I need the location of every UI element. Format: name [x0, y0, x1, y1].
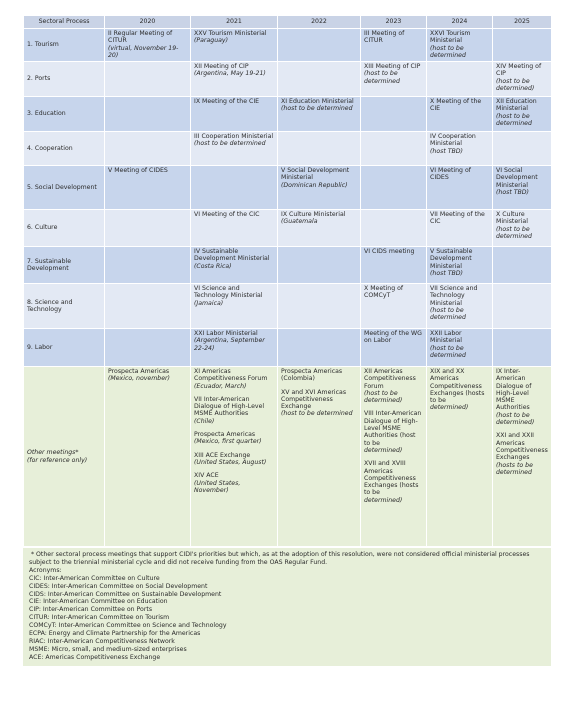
acronym-item: COMCyT: Inter-American Committee on Science and Technology	[29, 622, 227, 630]
acronym-item: CIP: Inter-American Committee on Ports	[29, 606, 153, 614]
meeting-location-note: (United States, November)	[194, 479, 241, 494]
meeting-location-note: (Jamaica)	[194, 299, 224, 307]
sectoral-process-label: 4. Cooperation	[24, 132, 105, 166]
year-cell-2022	[278, 166, 361, 210]
other-meetings-note: (for reference only)	[27, 456, 88, 464]
meeting-entry	[496, 167, 548, 196]
acronym-item: MSME: Micro, small, and medium-sized enterprises	[29, 645, 187, 653]
year-cell-2021	[191, 166, 278, 210]
meeting-entry	[194, 330, 274, 352]
acronyms-list	[29, 575, 547, 662]
year-cell-2020	[105, 97, 191, 132]
meeting-title: XXII Labor Ministerial	[430, 330, 462, 345]
other-meetings-cell-2024	[427, 367, 493, 547]
meeting-entry	[364, 410, 423, 454]
year-cell-2025	[493, 97, 552, 132]
footnote-text: * Other sectoral process meetings that support CIDI's priorities but which, as at the adoption of this resolution, were not considered official ministerial processes subject to the triennial ministerial cycle and did not receive funding from the OAS Regular Fund.	[29, 551, 530, 566]
year-cell-2021	[191, 97, 278, 132]
meeting-location-note: (host to be determined	[194, 140, 266, 148]
meeting-title: Prospecta Americas (Colombia)	[281, 368, 343, 383]
meeting-location-note: (host to be determined	[281, 105, 353, 113]
meeting-title: VIII Inter-American Dialogue of High-Level MSME Authorities (host to be	[364, 410, 422, 447]
year-cell-2023	[361, 62, 427, 97]
column-header-2022: 2022	[278, 16, 361, 29]
year-cell-2020	[105, 166, 191, 210]
meeting-location-note: (virtual, November 19-20)	[108, 44, 179, 59]
meeting-title: XXV Tourism Ministerial	[194, 30, 267, 37]
table-row	[24, 210, 552, 247]
year-cell-2024	[427, 284, 493, 329]
meeting-title: X Meeting of the CIE	[430, 98, 482, 113]
meeting-entry	[194, 30, 274, 45]
year-cell-2024	[427, 62, 493, 97]
year-cell-2022	[278, 284, 361, 329]
sectoral-process-label: 6. Culture	[24, 210, 105, 247]
meeting-title: III Meeting of CITUR	[364, 30, 405, 45]
meeting-title: V Meeting of CIDES	[108, 167, 168, 174]
sectoral-process-label: 7. Sustainable Development	[24, 247, 105, 284]
sectoral-process-label: 8. Science and Technology	[24, 284, 105, 329]
meeting-title: Prospecta Americas	[108, 368, 170, 375]
year-cell-2025	[493, 210, 552, 247]
sectoral-process-label: 2. Ports	[24, 62, 105, 97]
meeting-title: II Regular Meeting of CITUR	[108, 30, 173, 45]
column-header-2024: 2024	[427, 16, 493, 29]
year-cell-2023	[361, 284, 427, 329]
year-cell-2020	[105, 132, 191, 166]
acronym-item: ECPA: Energy and Climate Partnership for the Americas	[29, 630, 201, 638]
meeting-entry	[364, 330, 423, 345]
year-cell-2020	[105, 29, 191, 62]
meeting-entry	[194, 431, 274, 446]
meeting-entry	[430, 285, 489, 321]
meeting-location-note: (host TBD)	[430, 269, 463, 277]
meeting-location-note: (Mexico, november)	[108, 375, 170, 383]
meeting-location-note: (Guatemala	[281, 218, 318, 226]
year-cell-2022	[278, 210, 361, 247]
year-cell-2020	[105, 62, 191, 97]
meeting-title: XII Education Ministerial	[496, 98, 537, 113]
meeting-title: VII Meeting of the CIC	[430, 211, 485, 226]
meeting-location-note: (host to be determined	[281, 410, 353, 418]
year-cell-2024	[427, 210, 493, 247]
meeting-entry	[496, 211, 548, 240]
meeting-entry	[430, 167, 489, 182]
table-row	[24, 247, 552, 284]
meeting-title: XI Americas Competitiveness Forum	[194, 368, 268, 383]
year-cell-2024	[427, 329, 493, 367]
meeting-title: XIII Meeting of CIP	[364, 63, 421, 70]
meeting-title: VII Science and Technology Ministerial	[430, 285, 478, 307]
table-row	[24, 284, 552, 329]
meeting-title: XI Education Ministerial	[281, 98, 354, 105]
other-meetings-cell-2022	[278, 367, 361, 547]
table-row-other-meetings	[24, 367, 552, 547]
year-cell-2023	[361, 29, 427, 62]
year-cell-2025	[493, 132, 552, 166]
year-cell-2021	[191, 62, 278, 97]
meeting-title: IV Sustainable Development Ministerial	[194, 248, 270, 263]
meeting-title: XII Americas Competitiveness Forum	[364, 368, 416, 390]
acronym-item: CIE: Inter-American Committee on Education	[29, 598, 168, 606]
acronym-item: ACE: Americas Competitiveness Exchange	[29, 653, 161, 661]
year-cell-2025	[493, 62, 552, 97]
meeting-title: XIV Meeting of CIP	[496, 63, 542, 78]
year-cell-2022	[278, 29, 361, 62]
meeting-entry	[194, 63, 274, 78]
year-cell-2024	[427, 166, 493, 210]
year-cell-2023	[361, 210, 427, 247]
schedule-document	[23, 15, 551, 666]
column-header-2021: 2021	[191, 16, 278, 29]
year-cell-2025	[493, 329, 552, 367]
meeting-entry	[194, 285, 274, 307]
meeting-location-note: determined)	[364, 446, 403, 454]
meeting-title: Prospecta Americas	[194, 431, 256, 439]
meeting-entry	[108, 30, 187, 59]
meeting-title: XIV ACE	[194, 472, 219, 480]
meeting-location-note: (Mexico, first quarter)	[194, 438, 262, 446]
year-cell-2020	[105, 210, 191, 247]
meeting-entry	[281, 211, 357, 226]
meeting-entry	[194, 211, 274, 218]
meeting-title: VI Science and Technology Ministerial	[194, 285, 263, 300]
column-header-2025: 2025	[493, 16, 552, 29]
meeting-entry	[364, 248, 423, 255]
year-cell-2024	[427, 247, 493, 284]
meeting-location-note: (Chile)	[194, 417, 215, 425]
meeting-title: XVII and XVIII Americas Competitiveness Exchanges (hosts to be	[364, 460, 419, 497]
year-cell-2022	[278, 62, 361, 97]
table-row	[24, 29, 552, 62]
meeting-title: X Culture Ministerial	[496, 211, 528, 226]
meeting-location-note: determined)	[430, 404, 469, 412]
meeting-entry	[430, 248, 489, 277]
acronym-item: CITUR: Inter-American Committee on Tourism	[29, 614, 170, 622]
meeting-entry	[430, 98, 489, 113]
table-row	[24, 62, 552, 97]
sectoral-process-label: 3. Education	[24, 97, 105, 132]
meeting-title: IX Culture Ministerial	[281, 211, 346, 218]
meeting-entry	[430, 211, 489, 226]
year-cell-2023	[361, 132, 427, 166]
meeting-location-note: (host to be determined	[430, 44, 466, 59]
year-cell-2025	[493, 29, 552, 62]
meeting-title: X Meeting of COMCyT	[364, 285, 404, 300]
meeting-entry	[194, 133, 274, 148]
meeting-entry	[108, 368, 187, 383]
meeting-title: III Cooperation Ministerial	[194, 133, 274, 140]
year-cell-2023	[361, 329, 427, 367]
meeting-entry	[364, 63, 423, 85]
meeting-title: XXVI Tourism Ministerial	[430, 30, 471, 45]
year-cell-2024	[427, 29, 493, 62]
meeting-entry	[430, 30, 489, 59]
acronym-item: CIDES: Inter-American Committee on Social Development	[29, 582, 208, 590]
meeting-entry	[281, 389, 357, 418]
meeting-entry	[430, 368, 489, 412]
year-cell-2020	[105, 284, 191, 329]
meeting-title: IV Cooperation Ministerial	[430, 133, 476, 148]
meeting-entry	[194, 368, 274, 390]
meeting-entry	[194, 396, 274, 425]
other-meetings-title: Other meetings*	[27, 449, 79, 457]
acronym-item: RIAC: Inter-American Competitiveness Network	[29, 637, 175, 645]
acronym-item: CIDS: Inter-American Committee on Sustainable Development	[29, 590, 222, 598]
meeting-title: IX Meeting of the CIE	[194, 98, 260, 105]
sectoral-process-label: 1. Tourism	[24, 29, 105, 62]
year-cell-2021	[191, 247, 278, 284]
meeting-location-note: (host to be determined)	[364, 389, 403, 405]
meeting-entry	[430, 330, 489, 359]
table-row	[24, 166, 552, 210]
meeting-title: XII Meeting of CIP	[194, 63, 249, 70]
other-meetings-cell-2025	[493, 367, 552, 547]
year-cell-2023	[361, 166, 427, 210]
column-header-2023: 2023	[361, 16, 427, 29]
meeting-title: Meeting of the WG on Labor	[364, 330, 422, 345]
meeting-title: XIX and XX Americas Competitiveness Exchanges (hosts to be	[430, 368, 485, 405]
meeting-title: XIII ACE Exchange	[194, 451, 251, 459]
meeting-entry	[281, 98, 357, 113]
meeting-title: XXI and XXII Americas Competitiveness Exchanges	[496, 432, 548, 462]
meeting-title: VI CIDS meeting	[364, 248, 415, 255]
sectoral-process-label: 9. Labor	[24, 329, 105, 367]
table-row	[24, 132, 552, 166]
meeting-title: XXI Labor Ministerial	[194, 330, 258, 337]
meeting-location-note: (Dominican Republic)	[281, 181, 348, 189]
year-cell-2021	[191, 284, 278, 329]
meeting-location-note: (host to be determined)	[496, 77, 535, 92]
year-cell-2023	[361, 247, 427, 284]
meeting-entry	[108, 167, 187, 174]
year-cell-2021	[191, 210, 278, 247]
meeting-entry	[496, 63, 548, 92]
meeting-location-note: (Argentina, September 22-24)	[194, 337, 265, 352]
meeting-entry	[364, 30, 423, 45]
column-header-2020: 2020	[105, 16, 191, 29]
meeting-location-note: (host to be determined	[430, 306, 466, 322]
meeting-entry	[496, 98, 548, 127]
meeting-entry	[281, 368, 357, 383]
other-meetings-cell-2020	[105, 367, 191, 547]
meeting-location-note: (Paraguay)	[194, 37, 228, 45]
meeting-location-note: (Argentina, May 19-21)	[194, 70, 266, 78]
year-cell-2022	[278, 247, 361, 284]
meeting-title: VII Inter-American Dialogue of High-Level MSME Authorities	[194, 395, 265, 418]
year-cell-2020	[105, 329, 191, 367]
other-meetings-cell-2021	[191, 367, 278, 547]
year-cell-2023	[361, 97, 427, 132]
other-meetings-label	[24, 367, 105, 547]
meeting-entry	[496, 368, 548, 426]
year-cell-2021	[191, 132, 278, 166]
meeting-location-note: (host TBD)	[496, 188, 529, 196]
year-cell-2022	[278, 132, 361, 166]
meeting-entry	[364, 285, 423, 300]
meeting-location-note: (host to be determined	[496, 225, 532, 240]
year-cell-2021	[191, 329, 278, 367]
year-cell-2024	[427, 132, 493, 166]
meeting-location-note: (Costa Rica)	[194, 262, 232, 270]
meeting-title: VI Social Development Ministerial	[496, 167, 538, 189]
year-cell-2025	[493, 284, 552, 329]
acronyms-title: Acronyms:	[29, 566, 62, 574]
year-cell-2022	[278, 329, 361, 367]
meeting-entry	[194, 98, 274, 105]
meeting-entry	[364, 368, 423, 404]
meeting-title: V Sustainable Development Ministerial	[430, 248, 473, 270]
meeting-location-note: (United States, August)	[194, 458, 267, 466]
table-row	[24, 329, 552, 367]
meeting-title: VI Meeting of CIDES	[430, 167, 471, 182]
meeting-location-note: (host TBD)	[430, 147, 463, 155]
meeting-entry	[194, 248, 274, 270]
meeting-location-note: (host to be determined	[496, 112, 532, 127]
sectoral-process-label: 5. Social Development	[24, 166, 105, 210]
meeting-entry	[364, 460, 423, 504]
meeting-location-note: determined)	[364, 496, 403, 504]
meeting-title: XV and XVI Americas Competitiveness Exchange	[281, 388, 347, 411]
acronym-item: CIC: Inter-American Committee on Culture	[29, 574, 160, 582]
meeting-entry	[194, 472, 274, 494]
meeting-entry	[281, 167, 357, 189]
meetings-schedule-table	[23, 15, 552, 547]
year-cell-2024	[427, 97, 493, 132]
year-cell-2020	[105, 247, 191, 284]
meeting-title: VI Meeting of the CIC	[194, 211, 260, 218]
year-cell-2022	[278, 97, 361, 132]
meeting-location-note: (hosts to be determined	[496, 461, 533, 476]
meeting-entry	[430, 133, 489, 155]
meeting-entry	[496, 432, 548, 476]
meeting-title: V Social Development Ministerial	[281, 167, 350, 182]
meeting-location-note: (host to be determined	[364, 70, 400, 85]
column-header-sectoral-process: Sectoral Process	[24, 16, 105, 29]
meeting-location-note: (host to be determined)	[496, 411, 535, 427]
meeting-location-note: (host to be determined	[430, 344, 466, 359]
meeting-entry	[194, 452, 274, 467]
table-header-row	[24, 16, 552, 29]
footnote-section	[23, 548, 551, 666]
year-cell-2025	[493, 247, 552, 284]
meeting-location-note: (Ecuador, March)	[194, 382, 247, 390]
table-row	[24, 97, 552, 132]
meeting-title: IX Inter-American Dialogue of High-Level MSME Authorities	[496, 368, 532, 412]
year-cell-2025	[493, 166, 552, 210]
other-meetings-cell-2023	[361, 367, 427, 547]
year-cell-2021	[191, 29, 278, 62]
